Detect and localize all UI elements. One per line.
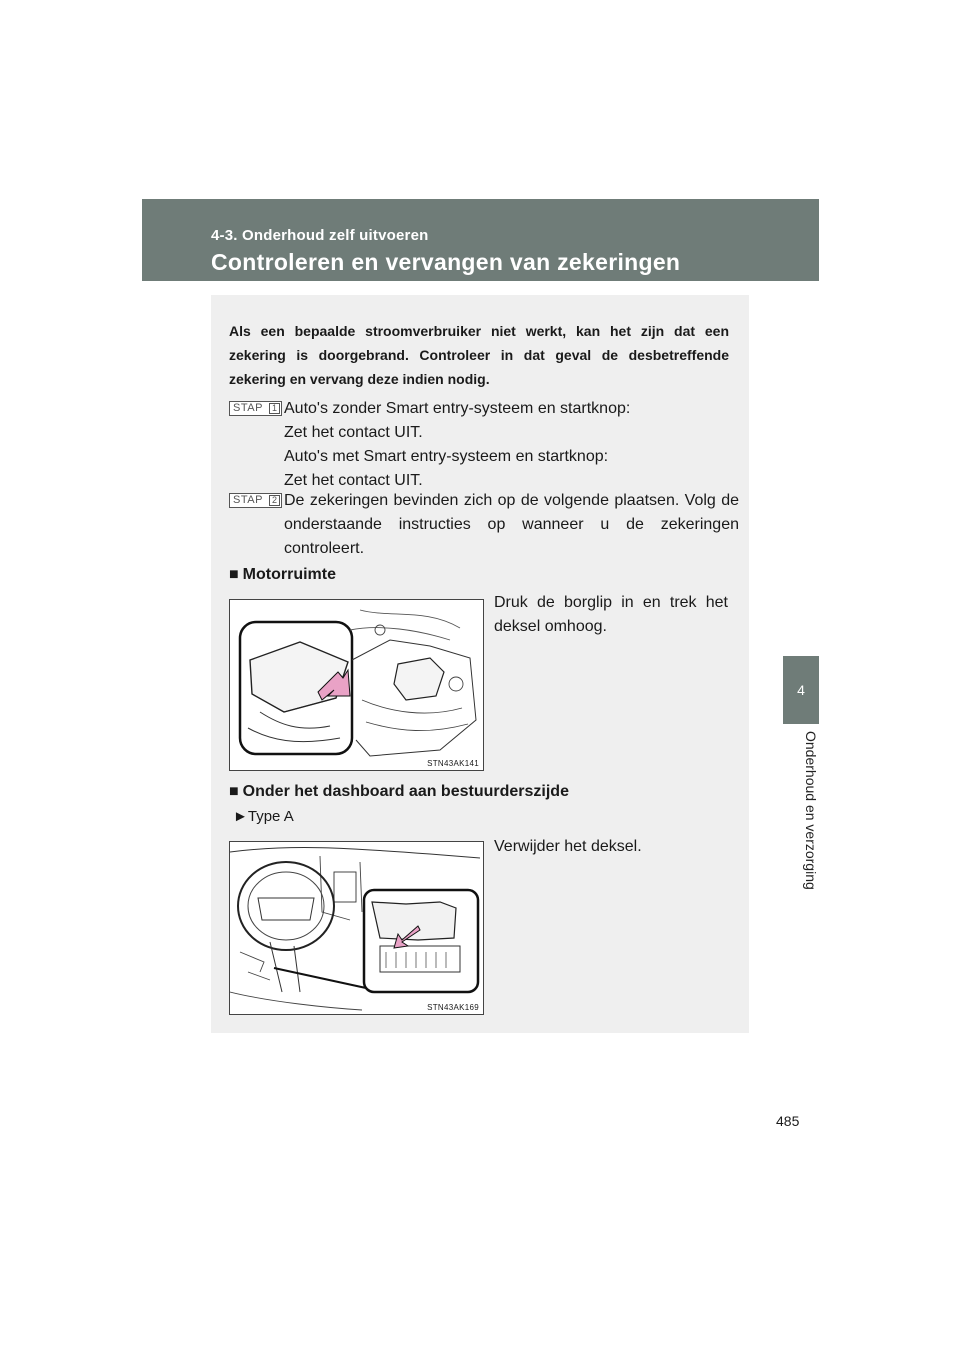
step-badge bbox=[229, 401, 282, 416]
step-line: Auto's zonder Smart entry-systeem en startknop: bbox=[284, 400, 631, 417]
section-heading-engine bbox=[229, 566, 336, 584]
step-line: Zet het contact UIT. bbox=[284, 472, 423, 489]
engine-instruction: Druk de borglip in en trek het deksel omhoog. bbox=[494, 594, 728, 635]
page-number: 485 bbox=[776, 1113, 800, 1129]
type-label bbox=[233, 808, 294, 825]
section-title: 4-3. Onderhoud zelf uitvoeren bbox=[211, 227, 429, 244]
step-2 bbox=[229, 489, 739, 561]
chapter-label-text: Onderhoud en verzorging bbox=[803, 730, 819, 890]
section-heading-text: Motorruimte bbox=[242, 566, 336, 583]
step-line: Zet het contact UIT. bbox=[284, 424, 423, 441]
step-1 bbox=[229, 397, 739, 493]
chapter-header bbox=[142, 199, 819, 281]
step-badge bbox=[229, 493, 282, 508]
figure-code: STN43AK141 bbox=[427, 759, 479, 768]
content-panel bbox=[211, 295, 749, 1033]
bullet-square-icon: ■ bbox=[229, 783, 239, 800]
intro-paragraph: Als een bepaalde stroomverbruiker niet werkt, kan het zijn dat een zekering is doorgebrand. Controleer in dat geval de desbetreffende zekering en vervang deze indien nodig. bbox=[229, 323, 729, 387]
section-heading-text: Onder het dashboard aan bestuurderszijde bbox=[242, 783, 569, 800]
step-line: De zekeringen bevinden zich op de volgende plaatsen. Volg de onderstaande instructies op wanneer u de zekeringen controleert. bbox=[284, 492, 739, 557]
dashboard-instruction: Verwijder het deksel. bbox=[494, 838, 642, 855]
step-badge-label: STAP bbox=[233, 402, 263, 414]
page-title: Controleren en vervangen van zekeringen bbox=[211, 249, 681, 275]
type-label-text: Type A bbox=[247, 808, 294, 825]
bullet-square-icon: ■ bbox=[229, 566, 239, 583]
engine-bay-illustration bbox=[229, 599, 484, 771]
chapter-label bbox=[783, 730, 819, 890]
step-badge-label: STAP bbox=[233, 494, 263, 506]
step-badge-number: 2 bbox=[269, 495, 280, 506]
step-badge-number: 1 bbox=[269, 403, 280, 414]
triangle-right-icon: ► bbox=[233, 808, 248, 825]
section-heading-dashboard bbox=[229, 783, 569, 801]
dashboard-illustration bbox=[229, 841, 484, 1015]
chapter-number-tab: 4 bbox=[783, 656, 819, 724]
step-line: Auto's met Smart entry-systeem en startknop: bbox=[284, 448, 609, 465]
figure-code: STN43AK169 bbox=[427, 1003, 479, 1012]
